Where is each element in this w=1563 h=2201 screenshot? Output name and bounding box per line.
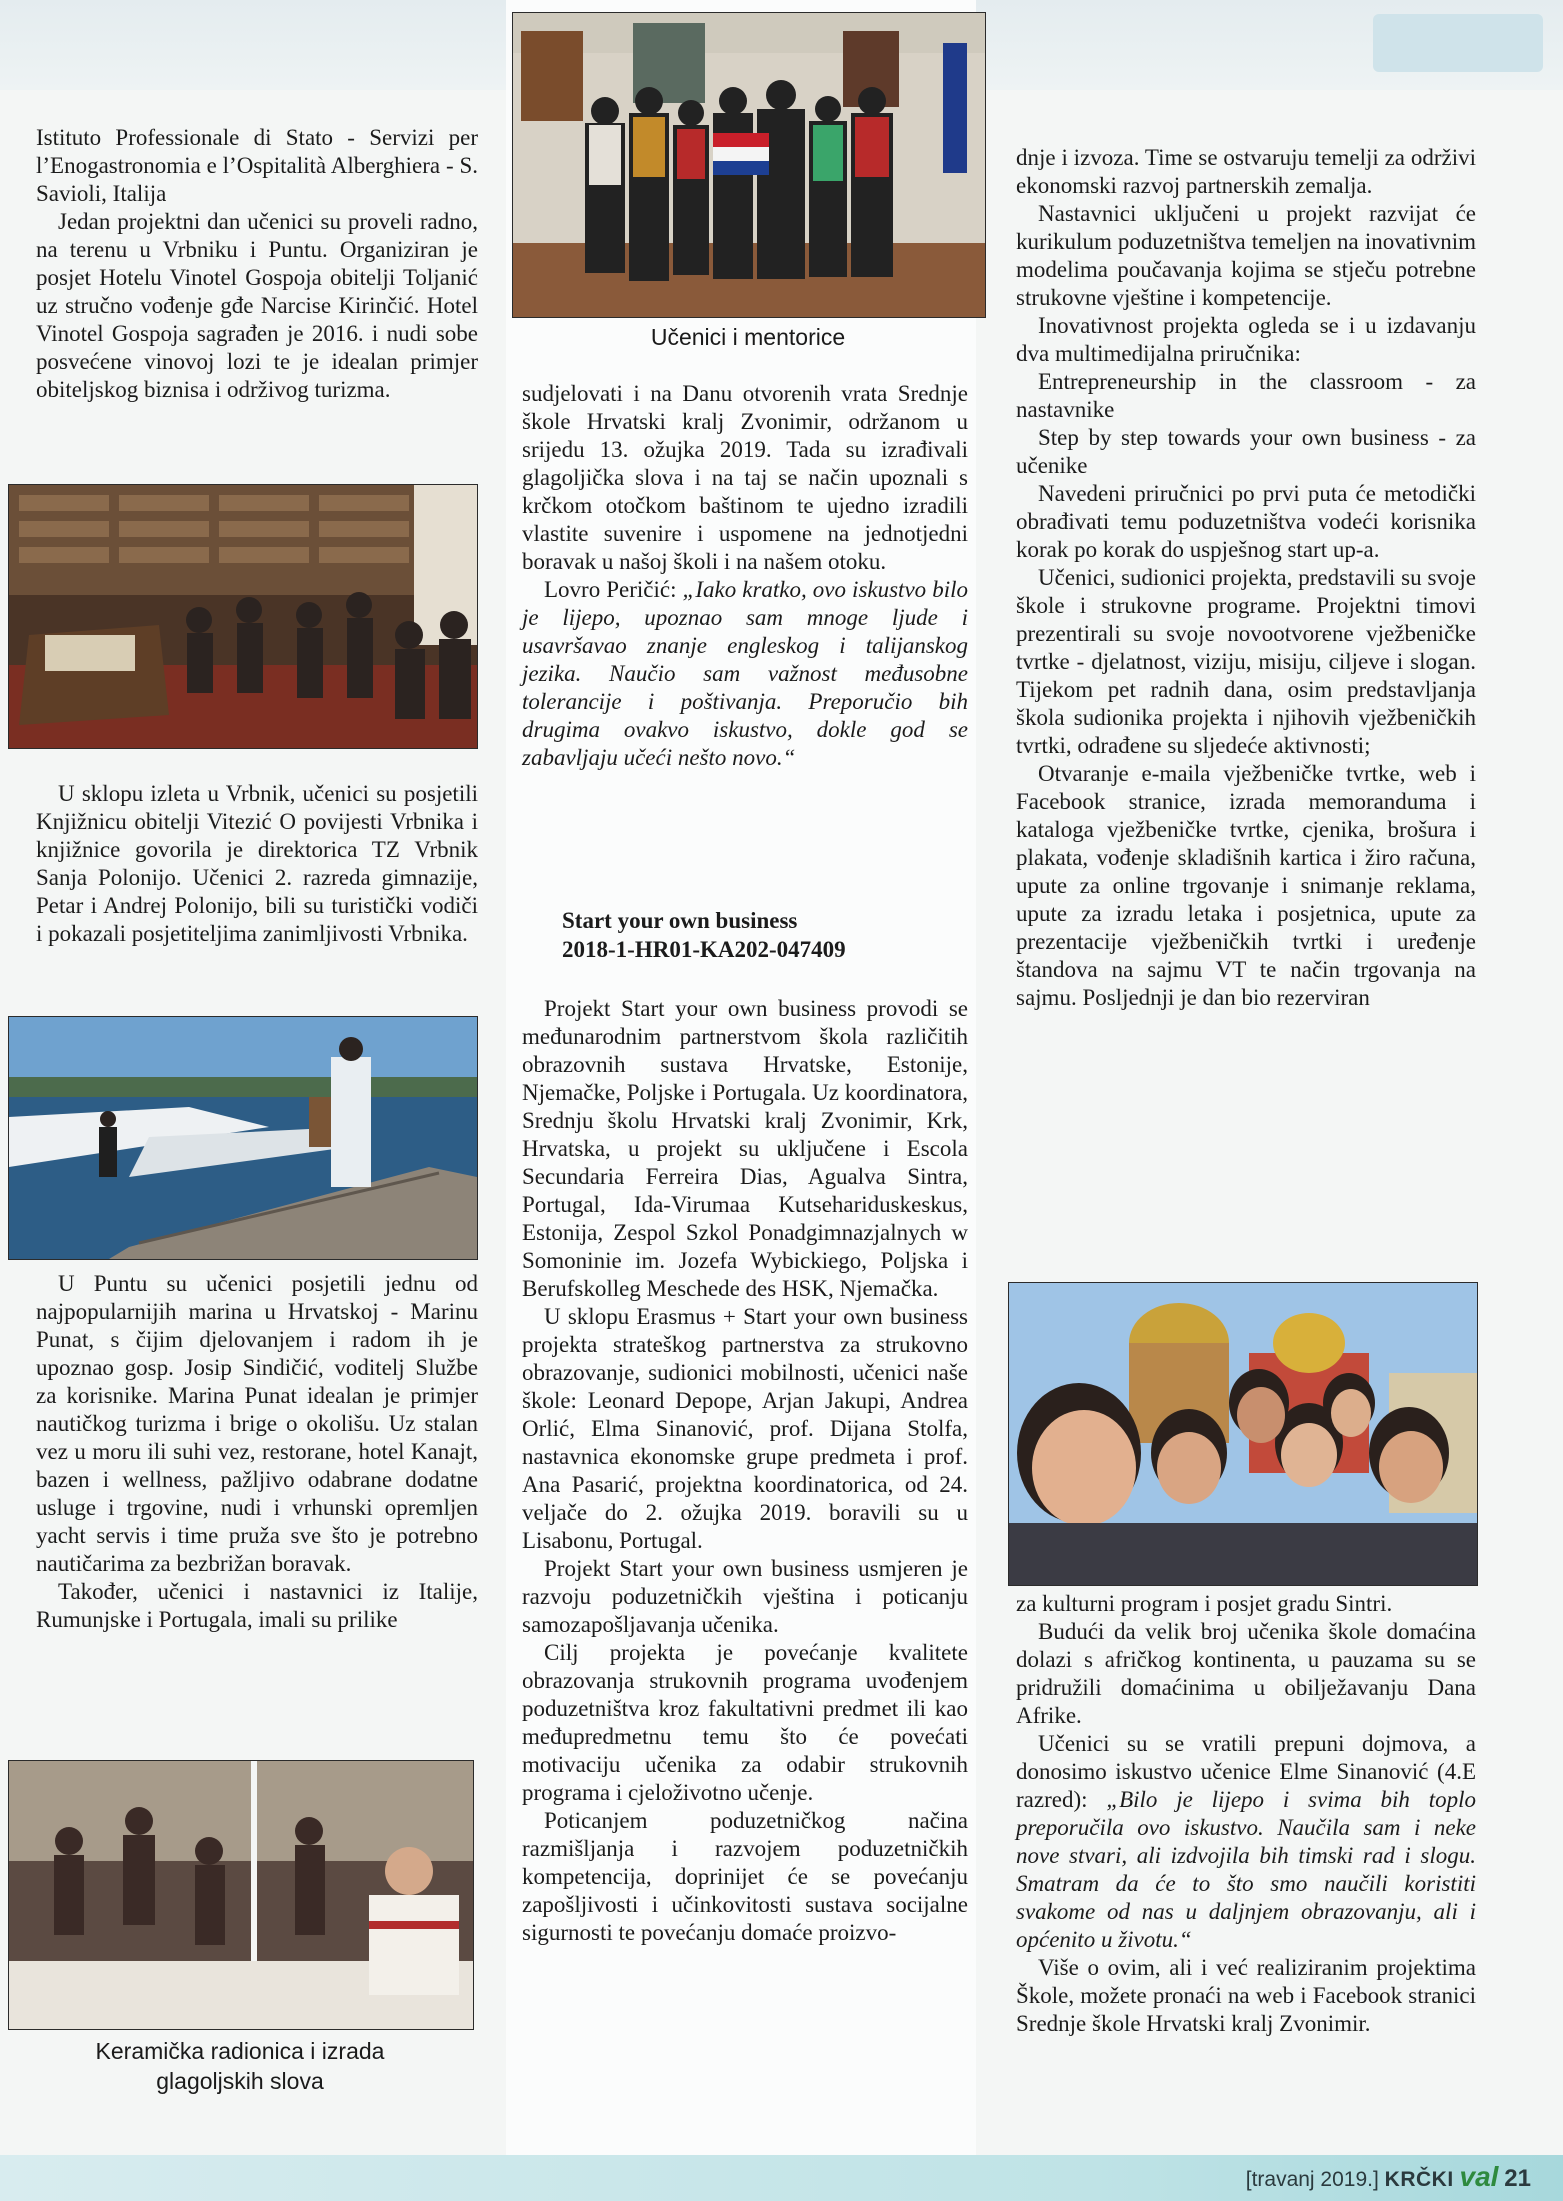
right-para-4: Entrepreneurship in the classroom - za nastavnike [1016,369,1476,422]
right-para-11 [1016,1730,1476,1954]
library-photo-icon [9,485,477,748]
right-para-8: Otvaranje e-maila vježbeničke tvrtke, web i Facebook stranice, izrada memoranduma i kataloga vježbeničke tvrtke, cjenika, brošura i plakata, vođenje skladišnih kartica i žiro računa, upute za online trgovanje i snimanje reklama, upute za izradu letaka i posjetnica, upute za prezentacije vježbeničkih tvrtki i uređenje štandova na sajmu VT te način trgovanja na sajmu. Posljednji je dan bio rezerviran [1016,761,1476,1010]
mid-para-4: Projekt Start your own business usmjeren je razvoju poduzetničkih vještina i poticanju samozapošljavanja učenika. [522,1556,968,1637]
footer-page-number: 21 [1504,2165,1531,2192]
mid-text-block-1 [522,380,968,772]
workshop-caption-line-1: Keramička radionica i izrada [95,2038,385,2064]
section-tab-decoration [1373,14,1543,72]
marina-photo-icon [9,1017,477,1259]
left-para-2: Jedan projektni dan učenici su proveli radno, na terenu u Vrbniku i Puntu. Organiziran je posjet Hotelu Vinotel Gospoja obitelji Toljanić uz stručno vođenje gđe Narcise Kirinčić. Hotel Vinotel Gospoja sagrađen je 2016. i nudi sobe posvećene vinovoj lozi te je idealan primjer obiteljskog biznisa i održivog turizma. [36,209,478,402]
project-heading [562,906,962,964]
left-text-block-3 [36,1270,478,1634]
selfie-photo-icon [1009,1283,1477,1585]
right-text-block-1 [1016,144,1476,1012]
right-quote-text: „Bilo je lijepo i svima bih toplo preporučila ovo iskustvo. Naučila sam i neke nove stvari, ali izdvojila bih timski rad i slogu. Smatram da će to što smo naučili koristiti svakome od nas u daljnjem obrazovanju, ali i općenito u životu.“ [1016,1787,1476,1952]
selfie-photo [1008,1282,1478,1586]
workshop-photo-icon [9,1761,473,2029]
right-para-12: Više o ovim, ali i već realiziranim projektima Škole, možete pronaći na web i Facebook stranici Srednje škole Hrvatski kralj Zvonimir. [1016,1955,1476,2036]
middle-column [506,0,976,2155]
left-para-5: Također, učenici i nastavnici iz Italije, Rumunjske i Portugala, imali su prilike [36,1579,478,1632]
right-quote-lead: Učenici su se vratili prepuni dojmova, a donosimo iskustvo učenice Elme Sinanović (4.E razred): [1016,1731,1476,1812]
footer-info [1246,2159,1531,2198]
left-text-block-2 [36,780,478,948]
workshop-photo [8,1760,474,2030]
mid-para-3: U sklopu Erasmus + Start your own business projekta strateškog partnerstva za strukovno obrazovanje, sudionici mobilnosti, učenici naše škole: Leonard Depope, Arjan Jakupi, Andrea Orlić, Elma Sinanović, prof. Dijana Stolfa, nastavnica ekonomske grupe predmeta i prof. Ana Pasarić, projektna koordinatorica, od 24. veljače do 2. ožujka 2019. boravili su u Lisabonu, Portugal. [522,1304,968,1553]
marina-photo [8,1016,478,1260]
right-para-10: Budući da velik broj učenika škole domaćina dolazi s afričkog kontinenta, u pauzama su se pridružili domaćinima u obilježavanju Dana Afrike. [1016,1619,1476,1728]
left-para-1: Istituto Professionale di Stato - Servizi per l’Enogastronomia e l’Ospitalità Alberghiera - S. Savioli, Italija [36,125,478,206]
right-para-9: za kulturni program i posjet gradu Sintri. [1016,1591,1393,1616]
right-para-5: Step by step towards your own business - za učenike [1016,425,1476,478]
mid-text-block-2 [522,995,968,1947]
page-footer [0,2155,1563,2201]
mid-quote-author: Lovro Peričić: [544,577,677,602]
project-heading-title: Start your own business [562,908,798,933]
right-para-7: Učenici, sudionici projekta, predstavili su svoje škole i strukovne programe. Projektni timovi prezentirali su svoje novootvorene vježbeničke tvrtke - djelatnost, viziju, misiju, ciljeve i slogan. Tijekom pet radnih dana, osim predstavljanja škola sudionika projekta i njihovih vježbeničkih tvrtki, odrađene su sljedeće aktivnosti; [1016,565,1476,758]
mid-para-5: Cilj projekta je povećanje kvalitete obrazovanja strukovnih programa uvođenjem poduzetništva kroz fakultativni predmet ili kao međupredmetnu temu što će povećati motivaciju učenika za odabir strukovnih programa i cjeloživotno učenje. [522,1640,968,1805]
group-photo [512,12,986,318]
footer-issue: [travanj 2019.] [1245,2168,1379,2191]
right-para-2: Nastavnici uključeni u projekt razvijat će kurikulum poduzetništva temeljen na inovativnim modelima poučavanja kojima se stječu potrebne strukovne vještine i kompetencije. [1016,201,1476,310]
footer-brand-accent: val [1459,2161,1499,2192]
mid-para-2: Projekt Start your own business provodi se međunarodnim partnerstvom škola različitih obrazovnih sustava Hrvatske, Estonije, Njemačke, Poljske i Portugala. Uz koordinatora, Srednju školu Hrvatski kralj Zvonimir, Krk, Hrvatska, u projekt su uključene i Escola Secundaria Ferreira Dias, Agualva Sintra, Portugal, Ida-Virumaa Kutsehariduskeskus, Estonija, Zespol Szkol Ponadgimnazjalnych w Somoninie im. Jozefa Wybickiego, Poljska i Berufskolleg Meschede des HSK, Njemačka. [522,996,968,1301]
left-para-4: U Puntu su učenici posjetili jednu od najpopularnijih marina u Hrvatskoj - Marinu Punat, s čijim djelovanjem i radom ih je upoznao gosp. Josip Sindičić, voditelj Službe za korisnike. Marina Punat idealan je primjer nautičkog turizma i brige o okolišu. Uz stalan vez u moru ili suhi vez, restorane, hotel Kanajt, bazen i wellness, pažljivo odabrane dodatne usluge i trgovine, nudi i vrhunski opremljen yacht servis i time pruža sve što je potrebno nautičarima za bezbrižan boravak. [36,1271,478,1576]
mentors-caption: Učenici i mentorice [650,324,846,350]
left-para-3: U sklopu izleta u Vrbnik, učenici su posjetili Knjižnicu obitelji Vitezić O povijesti Vrbnika i knjižnice govorila je direktorica TZ Vrbnik Sanja Polonijo. Učenici 2. razreda gimnazije, Petar i Andrej Polonijo, bili su turistički vodiči i pokazali posjetiteljima zanimljivosti Vrbnika. [36,781,478,946]
mid-para-1: sudjelovati i na Danu otvorenih vrata Srednje škole Hrvatski kralj Zvonimir, održanom u srijedu 13. ožujka 2019. Tada su izrađivali glagoljička slova i na taj se način upoznali s krčkom otočkom baštinom te ujedno izradili vlastite suvenire i uspomene na jednotjedni boravak u našoj školi i na našem otoku. [522,381,968,574]
project-heading-code: 2018-1-HR01-KA202-047409 [562,937,846,962]
right-text-block-2 [1016,1590,1476,2038]
mid-quote-text: „Iako kratko, ovo iskustvo bilo je lijepo, upoznao sam mnoge ljude i usavršavao znanje engleskog i talijanskog jezika. Naučio sam važnost međusobne tolerancije i poštivanja. Preporučio bih drugima ovakvo iskustvo, dokle god se zabavljaju učeći nešto novo.“ [522,577,968,770]
workshop-caption-line-2: glagoljskih slova [156,2068,324,2094]
mid-quote-para [522,576,968,772]
mid-para-6: Poticanjem poduzetničkog načina razmišljanja i razvojem poduzetničkih kompetencija, doprinijet će se povećanju zapošljivosti i učinkovitosti sustava socijalne sigurnosti te povećanju domaće proizvo- [522,1808,968,1945]
workshop-caption [8,2036,472,2096]
footer-brand: KRČKI [1384,2168,1454,2191]
library-photo [8,484,478,749]
group-photo-icon [513,13,985,317]
right-para-1: dnje i izvoza. Time se ostvaruju temelji za održivi ekonomski razvoj partnerskih zemalja. [1016,145,1476,198]
left-text-block-1 [36,124,478,404]
right-para-6: Navedeni priručnici po prvi puta će metodički obrađivati temu poduzetništva vodeći korisnika korak po korak do uspješnog start up-a. [1016,481,1476,562]
right-para-3: Inovativnost projekta ogleda se i u izdavanju dva multimedijalna priručnika: [1016,313,1476,366]
